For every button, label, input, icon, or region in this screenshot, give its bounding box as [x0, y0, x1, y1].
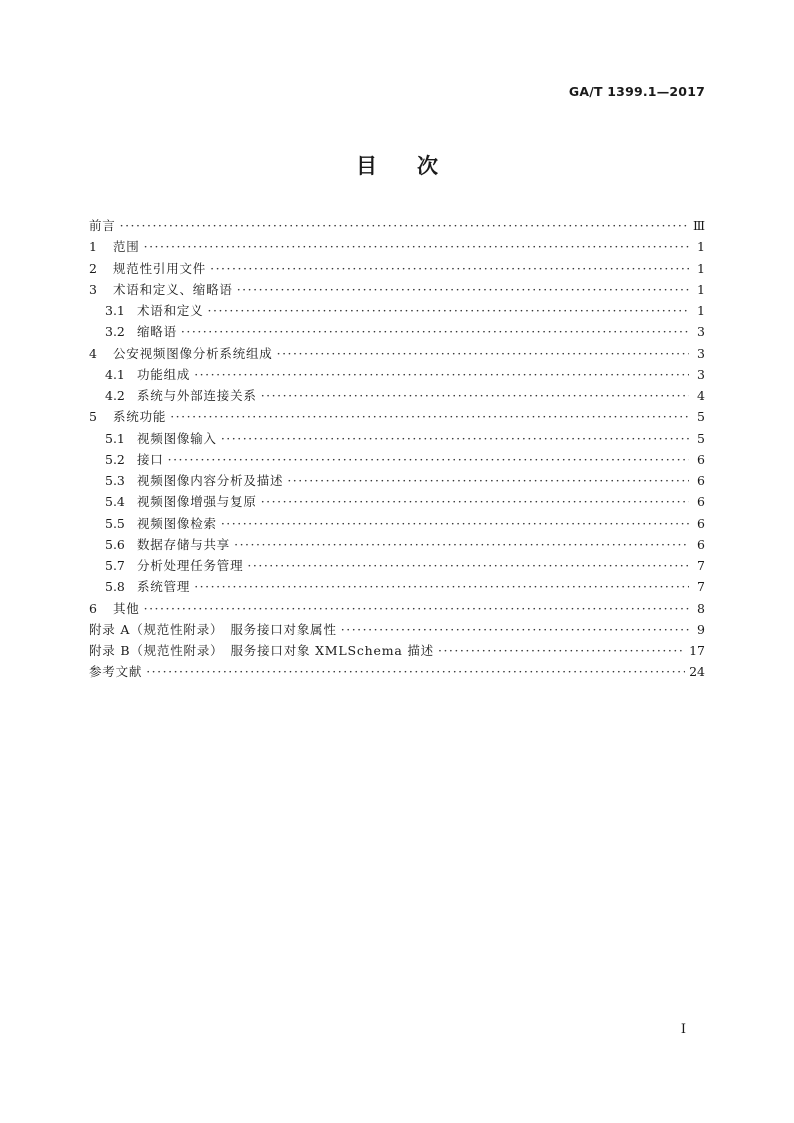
toc-leader-dots — [120, 218, 689, 233]
toc-entry-number: 5.5 — [105, 515, 125, 531]
toc-leader-dots — [237, 282, 689, 297]
toc-entry-label: 术语和定义、缩略语 — [113, 281, 233, 297]
toc-entry[interactable] — [89, 514, 705, 535]
title-char-1: 目 — [356, 153, 377, 178]
toc-leader-dots — [170, 409, 689, 424]
toc-entry-number: 4.1 — [105, 366, 125, 382]
toc-entry-page: 1 — [697, 260, 705, 276]
toc-entry-label: 附录 B（规范性附录） 服务接口对象 XMLSchema 描述 — [89, 643, 434, 658]
toc-entry-label: 数据存储与共享 — [137, 536, 231, 552]
toc-entry-page: 6 — [697, 515, 705, 531]
toc-entry-label: 系统管理 — [137, 579, 191, 595]
toc-entry[interactable] — [89, 429, 705, 450]
page-title — [0, 150, 794, 180]
toc-entry-label: 其他 — [113, 600, 140, 616]
toc-entry-page: 6 — [697, 451, 705, 467]
toc-entry-page: 24 — [689, 664, 705, 680]
toc-entry-number: 5.7 — [105, 558, 125, 573]
toc-entry[interactable] — [89, 450, 705, 471]
toc-leader-dots — [247, 558, 689, 573]
toc-entry-page: Ⅲ — [692, 218, 705, 233]
toc-entry-page: 7 — [697, 579, 705, 595]
toc-entry[interactable] — [89, 662, 705, 683]
toc-leader-dots — [261, 388, 689, 403]
toc-entry-page: 4 — [697, 388, 705, 403]
toc-entry-label: 系统与外部连接关系 — [137, 388, 257, 403]
toc-entry-label: 视频图像检索 — [137, 515, 217, 531]
toc-entry-page: 8 — [697, 600, 705, 616]
toc-leader-dots — [146, 664, 685, 679]
toc-entry-label: 前言 — [89, 218, 116, 233]
toc-entry-number: 5.8 — [105, 579, 125, 595]
toc-entry-page: 9 — [697, 621, 705, 637]
toc-leader-dots — [168, 452, 689, 467]
toc-entry-number: 5.4 — [105, 494, 125, 510]
toc-entry[interactable] — [89, 471, 705, 492]
toc-entry-label: 视频图像增强与复原 — [137, 494, 257, 510]
toc-entry-label: 公安视频图像分析系统组成 — [113, 345, 273, 361]
toc-entry-label: 参考文献 — [89, 664, 143, 680]
title-char-2: 次 — [417, 153, 438, 178]
toc-entry[interactable] — [89, 237, 705, 258]
toc-entry-page: 6 — [697, 494, 705, 510]
toc-entry-page: 7 — [697, 558, 705, 573]
toc-entry-page: 1 — [697, 239, 705, 255]
toc-entry-page: 1 — [697, 281, 705, 297]
toc-entry-page: 3 — [697, 366, 705, 382]
toc-leader-dots — [438, 643, 685, 658]
toc-entry-number: 2 — [89, 260, 97, 276]
toc-entry-label: 功能组成 — [137, 366, 191, 382]
toc-entry-label: 附录 A（规范性附录） 服务接口对象属性 — [89, 621, 337, 637]
toc-entry[interactable] — [89, 280, 705, 301]
toc-entry[interactable] — [89, 386, 705, 407]
toc-entry[interactable] — [89, 301, 705, 322]
toc-leader-dots — [194, 579, 689, 594]
toc-leader-dots — [261, 494, 689, 509]
toc-entry[interactable] — [89, 259, 705, 280]
toc-leader-dots — [144, 239, 689, 254]
toc-entry-number: 5.6 — [105, 536, 125, 552]
toc-entry-label: 缩略语 — [137, 324, 177, 340]
toc-entry-number: 4 — [89, 345, 97, 361]
toc-entry-number: 4.2 — [105, 388, 125, 403]
toc-entry[interactable] — [89, 535, 705, 556]
toc-entry-label: 规范性引用文件 — [113, 260, 207, 276]
toc-entry-number: 3.2 — [105, 324, 125, 340]
toc-leader-dots — [181, 324, 689, 339]
toc-leader-dots — [210, 261, 689, 276]
toc-entry-page: 5 — [697, 409, 705, 425]
toc-entry-number: 5 — [89, 409, 97, 425]
toc-entry-number: 5.3 — [105, 473, 125, 488]
toc-leader-dots — [234, 537, 689, 552]
toc-leader-dots — [144, 601, 689, 616]
toc-entry-page: 3 — [697, 345, 705, 361]
toc-entry-page: 17 — [689, 643, 705, 658]
toc-entry-number: 6 — [89, 600, 97, 616]
toc-entry-label: 术语和定义 — [137, 303, 204, 318]
table-of-contents — [89, 216, 705, 684]
toc-leader-dots — [221, 431, 689, 446]
toc-entry-number: 5.1 — [105, 430, 125, 446]
toc-entry[interactable] — [89, 556, 705, 577]
toc-entry-label: 范围 — [113, 239, 140, 255]
toc-entry[interactable] — [89, 322, 705, 343]
toc-entry-page: 6 — [697, 536, 705, 552]
toc-entry-label: 视频图像内容分析及描述 — [137, 473, 284, 488]
toc-entry[interactable] — [89, 577, 705, 598]
toc-entry-page: 6 — [697, 473, 705, 488]
toc-leader-dots — [341, 622, 689, 637]
toc-entry-number: 1 — [89, 239, 97, 255]
toc-entry-label: 系统功能 — [113, 409, 167, 425]
toc-entry[interactable] — [89, 641, 705, 662]
toc-entry-label: 接口 — [137, 451, 164, 467]
toc-entry[interactable] — [89, 365, 705, 386]
toc-leader-dots — [287, 473, 689, 488]
toc-entry[interactable] — [89, 216, 705, 237]
toc-leader-dots — [277, 346, 689, 361]
toc-leader-dots — [208, 303, 689, 318]
toc-entry-label: 视频图像输入 — [137, 430, 217, 446]
toc-entry[interactable] — [89, 492, 705, 513]
toc-entry-page: 3 — [697, 324, 705, 340]
toc-entry[interactable] — [89, 620, 705, 641]
page-number: Ⅰ — [680, 1022, 686, 1037]
toc-entry[interactable] — [89, 407, 705, 428]
toc-entry-page: 1 — [697, 303, 705, 318]
toc-leader-dots — [194, 367, 689, 382]
toc-entry-page: 5 — [697, 430, 705, 446]
toc-entry-label: 分析处理任务管理 — [137, 558, 244, 573]
toc-entry-number: 3.1 — [105, 303, 125, 318]
standard-code: GA/T 1399.1—2017 — [568, 84, 705, 99]
toc-entry-number: 5.2 — [105, 451, 125, 467]
toc-entry-number: 3 — [89, 281, 97, 297]
toc-entry[interactable] — [89, 599, 705, 620]
toc-entry[interactable] — [89, 344, 705, 365]
toc-leader-dots — [221, 516, 689, 531]
